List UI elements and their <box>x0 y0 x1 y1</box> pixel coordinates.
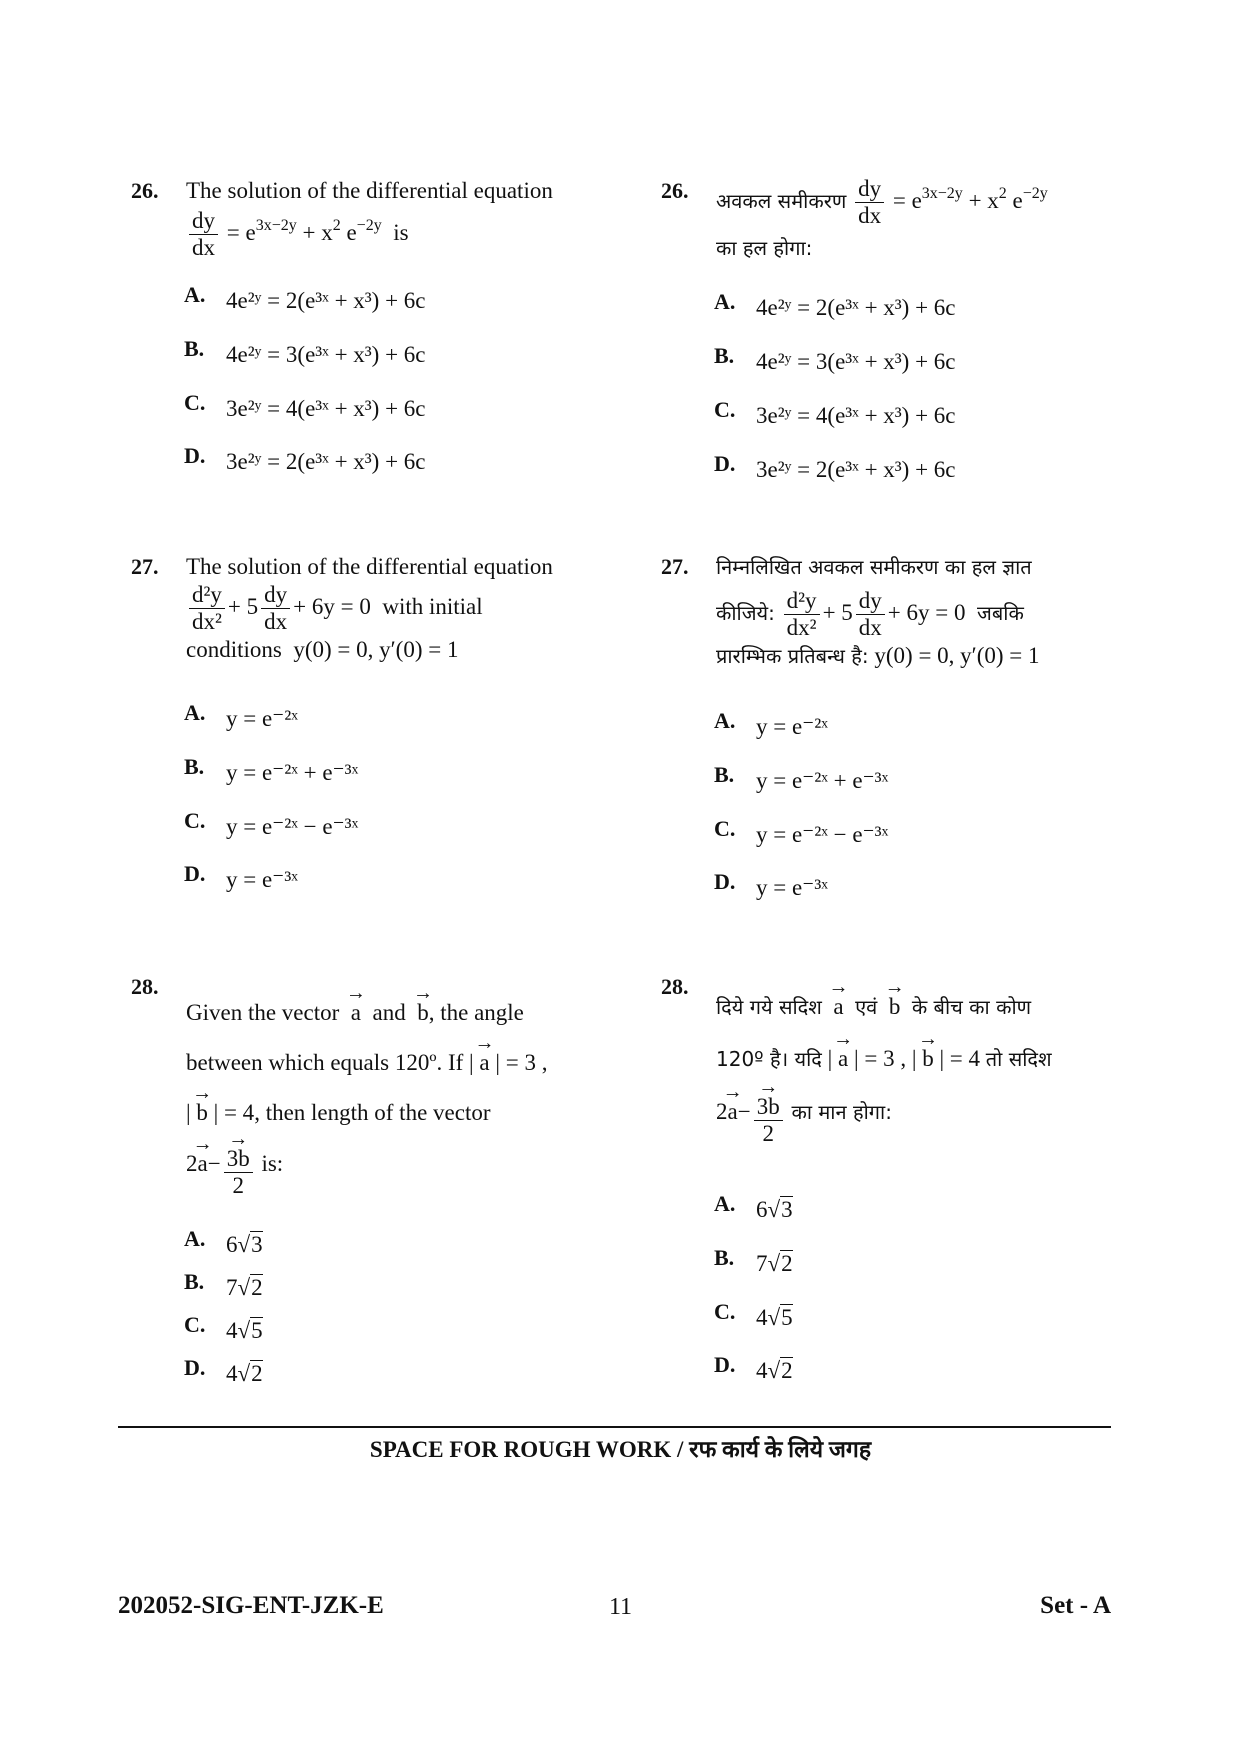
paper-code: 202052-SIG-ENT-JZK-E <box>118 1592 384 1619</box>
option-b[interactable]: B. 4e²ʸ = 3(e³ˣ + x³) + 6c <box>184 336 426 367</box>
equation: अवकल समीकरण $\frac{dy}{dx}$ = $e^{3x-2y} + x^2$ $e^{-2y}$ <box>716 176 1048 228</box>
option-a[interactable]: A. 6√3 <box>184 1226 263 1257</box>
equation: $\frac{dy}{dx}$ = $e^{3x-2y} + x^2$ $e^{-2y}$ is <box>186 208 626 261</box>
option-a[interactable]: A. y = e⁻²ˣ <box>184 700 298 731</box>
option-a[interactable]: A. 6√3 <box>714 1191 793 1222</box>
fraction: $\frac{dy}{dx}$ <box>189 208 218 261</box>
option-b[interactable]: B. 4e²ʸ = 3(e³ˣ + x³) + 6c <box>714 343 956 374</box>
option-d[interactable]: D. y = e⁻³ˣ <box>714 869 828 900</box>
question-number: 27. <box>661 554 689 579</box>
option-d[interactable]: D. 4√2 <box>714 1352 793 1383</box>
question-number: 27. <box>131 554 159 579</box>
option-c[interactable]: C. y = e⁻²ˣ − e⁻³ˣ <box>184 808 359 839</box>
option-a[interactable]: A. y = e⁻²ˣ <box>714 708 828 739</box>
option-c[interactable]: C. 3e²ʸ = 4(e³ˣ + x³) + 6c <box>184 390 426 421</box>
initial-conditions: y(0) = 0, y′(0) = 1 <box>293 637 459 662</box>
option-c[interactable]: C. 4√5 <box>184 1312 263 1343</box>
set-label: Set - A <box>1040 1592 1111 1619</box>
vector-expression: 2→ a− → $\frac{3b}{2}$ का मान होगा: <box>716 1080 1176 1147</box>
option-d[interactable]: D. 4√2 <box>184 1355 263 1386</box>
question-number: 26. <box>661 178 689 203</box>
question-number: 28. <box>131 974 159 999</box>
question-28-hindi: 28. दिये गये सदिश → a एवं → b के बीच का कोण 120º है। यदि | → a | = 3 , | → b | = 4 तो सदिश 2→ a− → $\frac{3b}{2}$ का मान होगा: <box>661 972 1131 1182</box>
question-28-english: 28. Given the vector → a and → b, the angle between which equals 120º. If | → a | = 3 , | → b | = 4, then length of the vector 2→ a− → $\frac{3b}{2}$ is: <box>131 972 601 1222</box>
question-stem: Given the vector → a and → b, the angle <box>186 986 626 1028</box>
option-d[interactable]: D. 3e²ʸ = 2(e³ˣ + x³) + 6c <box>184 443 426 474</box>
question-stem: The solution of the differential equation <box>186 554 553 579</box>
vector-expression: 2→ a− → $\frac{3b}{2}$ is: <box>186 1132 626 1199</box>
equation: कीजिये: $\frac{\text{d²y}}{\text{dx²}}$ + 5 $\frac{dy}{dx}$ + 6y = 0 जबकि <box>716 588 1024 640</box>
option-b[interactable]: B. 7√2 <box>714 1245 793 1276</box>
question-stem: The solution of the differential equation <box>186 178 553 203</box>
question-number: 26. <box>131 178 159 203</box>
option-c[interactable]: C. 3e²ʸ = 4(e³ˣ + x³) + 6c <box>714 397 956 428</box>
option-d[interactable]: D. y = e⁻³ˣ <box>184 861 298 892</box>
exam-page: 26. The solution of the differential equation $\frac{dy}{dx}$ = $e^{3x-2y} + x^2$ $e^{-2y}$ is A. 4e²ʸ = 2(e³ˣ + x³) + 6c B. 4e²ʸ = 3(e³ˣ + x³) + 6c C. 3e²ʸ = 4(e³ˣ + x³) + 6c D. 3e²ʸ = 2(e³ˣ + x³) + 6c 26. अवकल समीकरण $\frac{dy}{dx}$ = $e^{3x-2y} + x^2$ $e^{-2y}$ का हल होगा: A. 4e²ʸ = 2(e³ˣ + x³) + 6c B. 4e²ʸ = 3(e³ˣ + x³) + 6c C. 3e²ʸ = 4(e³ˣ + x³) + 6c D. 3e²ʸ = 2(e³ˣ + x³) + 6c 27. The solution of the differential equation $\frac{\text{d²y}}{\text{dx²}}$ + 5 $\frac{dy}{dx}$ + 6y = 0 with initial conditions y(0) = 0, y′(0) = 1 A. y = e⁻²ˣ B. y = e⁻²ˣ + e⁻³ˣ C. y = e⁻²ˣ − e⁻³ˣ D. y = e⁻³ˣ 27. निम्नलिखित अवकल समीकरण का हल ज्ञात कीजिये: $\frac{\text{d²y}}{\text{dx²}}$ + 5 $\frac{dy}{dx}$ + 6y = 0 जबकि प्रारम्भिक प्रतिबन्ध है: y(0) = 0, y′(0) = 1 A. y = e⁻²ˣ B. y = e⁻²ˣ + e⁻³ˣ C. y = e⁻²ˣ − e⁻³ˣ D. y = e⁻³ˣ 28. Given the vector → a and → b, the angle between which equals 120º. If | → a | = 3 , | → b | = 4, then length of the vector 2→ a− → $\frac{3b}{2}$ is: A. 6√3 B. 7√2 C. 4√5 D. 4√2 28. दिये गये सदिश → a एवं → b के बीच का कोण 120º है। यदि | → a | = 3 , | → b | = 4 तो सदिश 2→ a− → $\frac{3b}{2}$ का मान होगा: A. 6√3 B. 7√2 C. 4√5 D. 4√2 SPACE FOR ROUGH WORK / रफ कार्य के लिये जगह 202052-SIG-ENT-JZK-E 11 Set - A <box>0 0 1241 1754</box>
option-b[interactable]: B. 7√2 <box>184 1269 263 1300</box>
question-number: 28. <box>661 974 689 999</box>
rough-work-heading: SPACE FOR ROUGH WORK / रफ कार्य के लिये जगह <box>369 1437 872 1462</box>
question-stem: दिये गये सदिश → a एवं → b के बीच का कोण <box>716 980 1176 1022</box>
option-d[interactable]: D. 3e²ʸ = 2(e³ˣ + x³) + 6c <box>714 451 956 482</box>
option-c[interactable]: C. y = e⁻²ˣ − e⁻³ˣ <box>714 816 889 847</box>
equation: $\frac{\text{d²y}}{\text{dx²}}$ + 5 $\frac{dy}{dx}$ + 6y = 0 with initial <box>186 582 626 635</box>
question-stem: का हल होगा: <box>716 236 813 260</box>
option-a[interactable]: A. 4e²ʸ = 2(e³ˣ + x³) + 6c <box>184 282 426 313</box>
divider-line <box>118 1426 1111 1428</box>
option-b[interactable]: B. y = e⁻²ˣ + e⁻³ˣ <box>714 762 889 793</box>
question-stem: निम्नलिखित अवकल समीकरण का हल ज्ञात <box>716 555 1032 579</box>
option-c[interactable]: C. 4√5 <box>714 1299 793 1330</box>
page-number: 11 <box>608 1594 633 1620</box>
option-a[interactable]: A. 4e²ʸ = 2(e³ˣ + x³) + 6c <box>714 289 956 320</box>
option-b[interactable]: B. y = e⁻²ˣ + e⁻³ˣ <box>184 754 359 785</box>
